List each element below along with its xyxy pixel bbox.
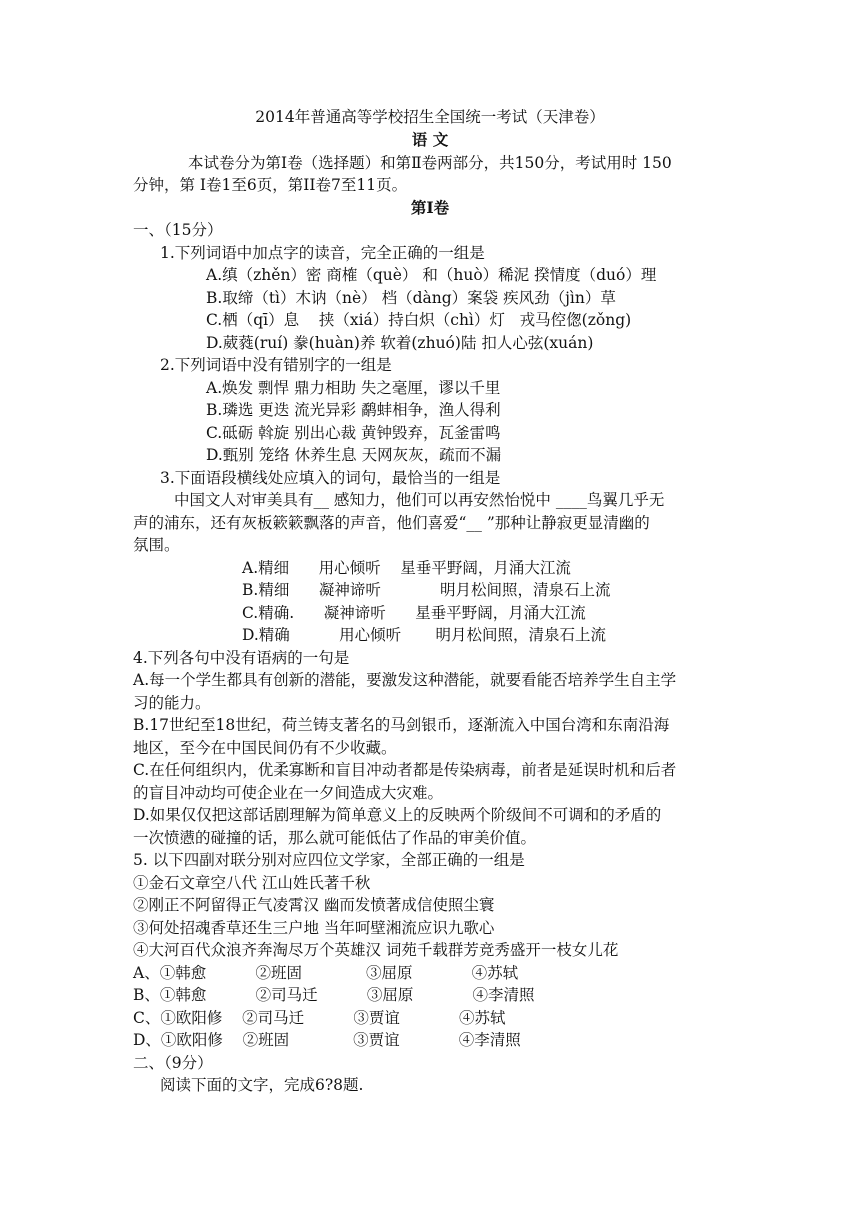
q2-option-b: B.璘选 更迭 流光异彩 鹬蚌相争，渔人得利 bbox=[206, 401, 501, 419]
q5-couplet-2: ②刚正不阿留得正气凌霄汉 幽而发愤著成信使照尘寰 bbox=[133, 896, 495, 914]
q5-couplet-3: ③何处招魂香草还生三户地 当年呵壁湘流应识九歌心 bbox=[133, 919, 495, 937]
q2-option-a: A.焕发 剽悍 鼎力相助 失之毫厘，谬以千里 bbox=[206, 379, 501, 397]
q4-option-d-line-2: 一次愤懑的碰撞的话，那么就可能低估了作品的审美价值。 bbox=[133, 829, 537, 847]
q3-option-c: C.精确. 凝神谛听 星垂平野阔，月涌大江流 bbox=[242, 604, 586, 622]
section-2-heading: 二、（9分） bbox=[133, 1054, 213, 1072]
subject-title: 语 文 bbox=[411, 130, 449, 149]
q4-option-a-line-1: A.每一个学生都具有创新的潜能，要激发这种潜能，就要看能否培养学生自主学 bbox=[133, 671, 677, 689]
q4-option-c-line-1: C.在任何组织内，优柔寡断和盲目冲动者都是传染病毒，前者是延误时机和后者 bbox=[133, 761, 677, 779]
q5-option-c: C、①欧阳修 ②司马迁 ③贾谊 ④苏轼 bbox=[133, 1009, 506, 1027]
section-2-instruction: 阅读下面的文字，完成6?8题. bbox=[160, 1076, 364, 1094]
q2-option-c: C.砥砺 斡旋 别出心裁 黄钟毁弃，瓦釜雷鸣 bbox=[206, 424, 501, 442]
q5-couplet-1: ①金石文章空八代 江山姓氏著千秋 bbox=[133, 874, 371, 892]
q2-stem: 2.下列词语中没有错别字的一组是 bbox=[160, 356, 392, 374]
q3-passage-line-3: 氛围。 bbox=[133, 536, 180, 554]
q5-option-a: A、①韩愈 ②班固 ③屈原 ④苏轼 bbox=[133, 964, 519, 982]
q1-option-a: A.缜（zhěn）密 商榷（què） 和（huò）稀泥 揆情度（duó）理 bbox=[206, 266, 657, 284]
q3-option-d: D.精确 用心倾听 明月松间照，清泉石上流 bbox=[242, 626, 607, 644]
q3-passage-line-2: 声的浦东，还有灰板簌簌飘落的声音，他们喜爱“__ ”那种让静寂更显清幽的 bbox=[133, 514, 650, 532]
q3-option-b: B.精细 凝神谛听 明月松间照，清泉石上流 bbox=[242, 581, 611, 599]
q5-option-d: D、①欧阳修 ②班固 ③贾谊 ④李清照 bbox=[133, 1031, 521, 1049]
q4-option-b-line-1: B.17世纪至18世纪，荷兰铸支著名的马剑银币，逐渐流入中国台湾和东南沿海 bbox=[133, 716, 670, 734]
intro-line-2: 分钟，第 Ⅰ卷1至6页，第II卷7至11页。 bbox=[133, 176, 408, 194]
q4-option-d-line-1: D.如果仅仅把这部话剧理解为简单意义上的反映两个阶级间不可调和的矛盾的 bbox=[133, 806, 662, 824]
q3-stem: 3.下面语段横线处应填入的词句，最恰当的一组是 bbox=[160, 469, 501, 487]
q4-option-a-line-2: 习的能力。 bbox=[133, 694, 211, 712]
q2-option-d: D.甄别 笼络 休养生息 天网灰灰，疏而不漏 bbox=[206, 446, 502, 464]
q5-stem: 5. 以下四副对联分别对应四位文学家，全部正确的一组是 bbox=[133, 851, 525, 869]
intro-line-1: 本试卷分为第Ⅰ卷（选择题）和第Ⅱ卷两部分，共150分，考试用时 150 bbox=[188, 154, 672, 172]
q1-option-c: C.栖（qī）息 挟（xiá）持白炽（chì）灯 戎马倥偬(zǒng) bbox=[206, 311, 632, 329]
q3-option-a: A.精细 用心倾听 星垂平野阔，月涌大江流 bbox=[242, 559, 571, 577]
q1-option-b: B.取缔（tì）木讷（nè） 档（dàng）案袋 疾风劲（jìn）草 bbox=[206, 289, 616, 307]
q3-passage-line-1: 中国文人对审美具有__ 感知力，他们可以再安然怡悦中 ____鸟翼几乎无 bbox=[174, 491, 665, 509]
q5-couplet-4: ④大河百代众浪齐奔淘尽万个英雄汉 词苑千载群芳竞秀盛开一枝女儿花 bbox=[133, 941, 619, 959]
part-1-title: 第Ⅰ卷 bbox=[410, 198, 450, 217]
q4-stem: 4.下列各句中没有语病的一句是 bbox=[133, 649, 350, 667]
q1-stem: 1.下列词语中加点字的读音，完全正确的一组是 bbox=[160, 244, 485, 262]
q4-option-c-line-2: 的盲目冲动均可使企业在一夕间造成大灾难。 bbox=[133, 784, 444, 802]
q1-option-d: D.葳蕤(ruí) 豢(huàn)养 软着(zhuó)陆 扣人心弦(xuán) bbox=[206, 334, 594, 352]
q5-option-b: B、①韩愈 ②司马迁 ③屈原 ④李清照 bbox=[133, 986, 535, 1004]
exam-title: 2014年普通高等学校招生全国统一考试（天津卷） bbox=[255, 108, 605, 126]
section-1-heading: 一、（15分） bbox=[133, 221, 223, 239]
q4-option-b-line-2: 地区，至今在中国民间仍有不少收藏。 bbox=[133, 739, 397, 757]
